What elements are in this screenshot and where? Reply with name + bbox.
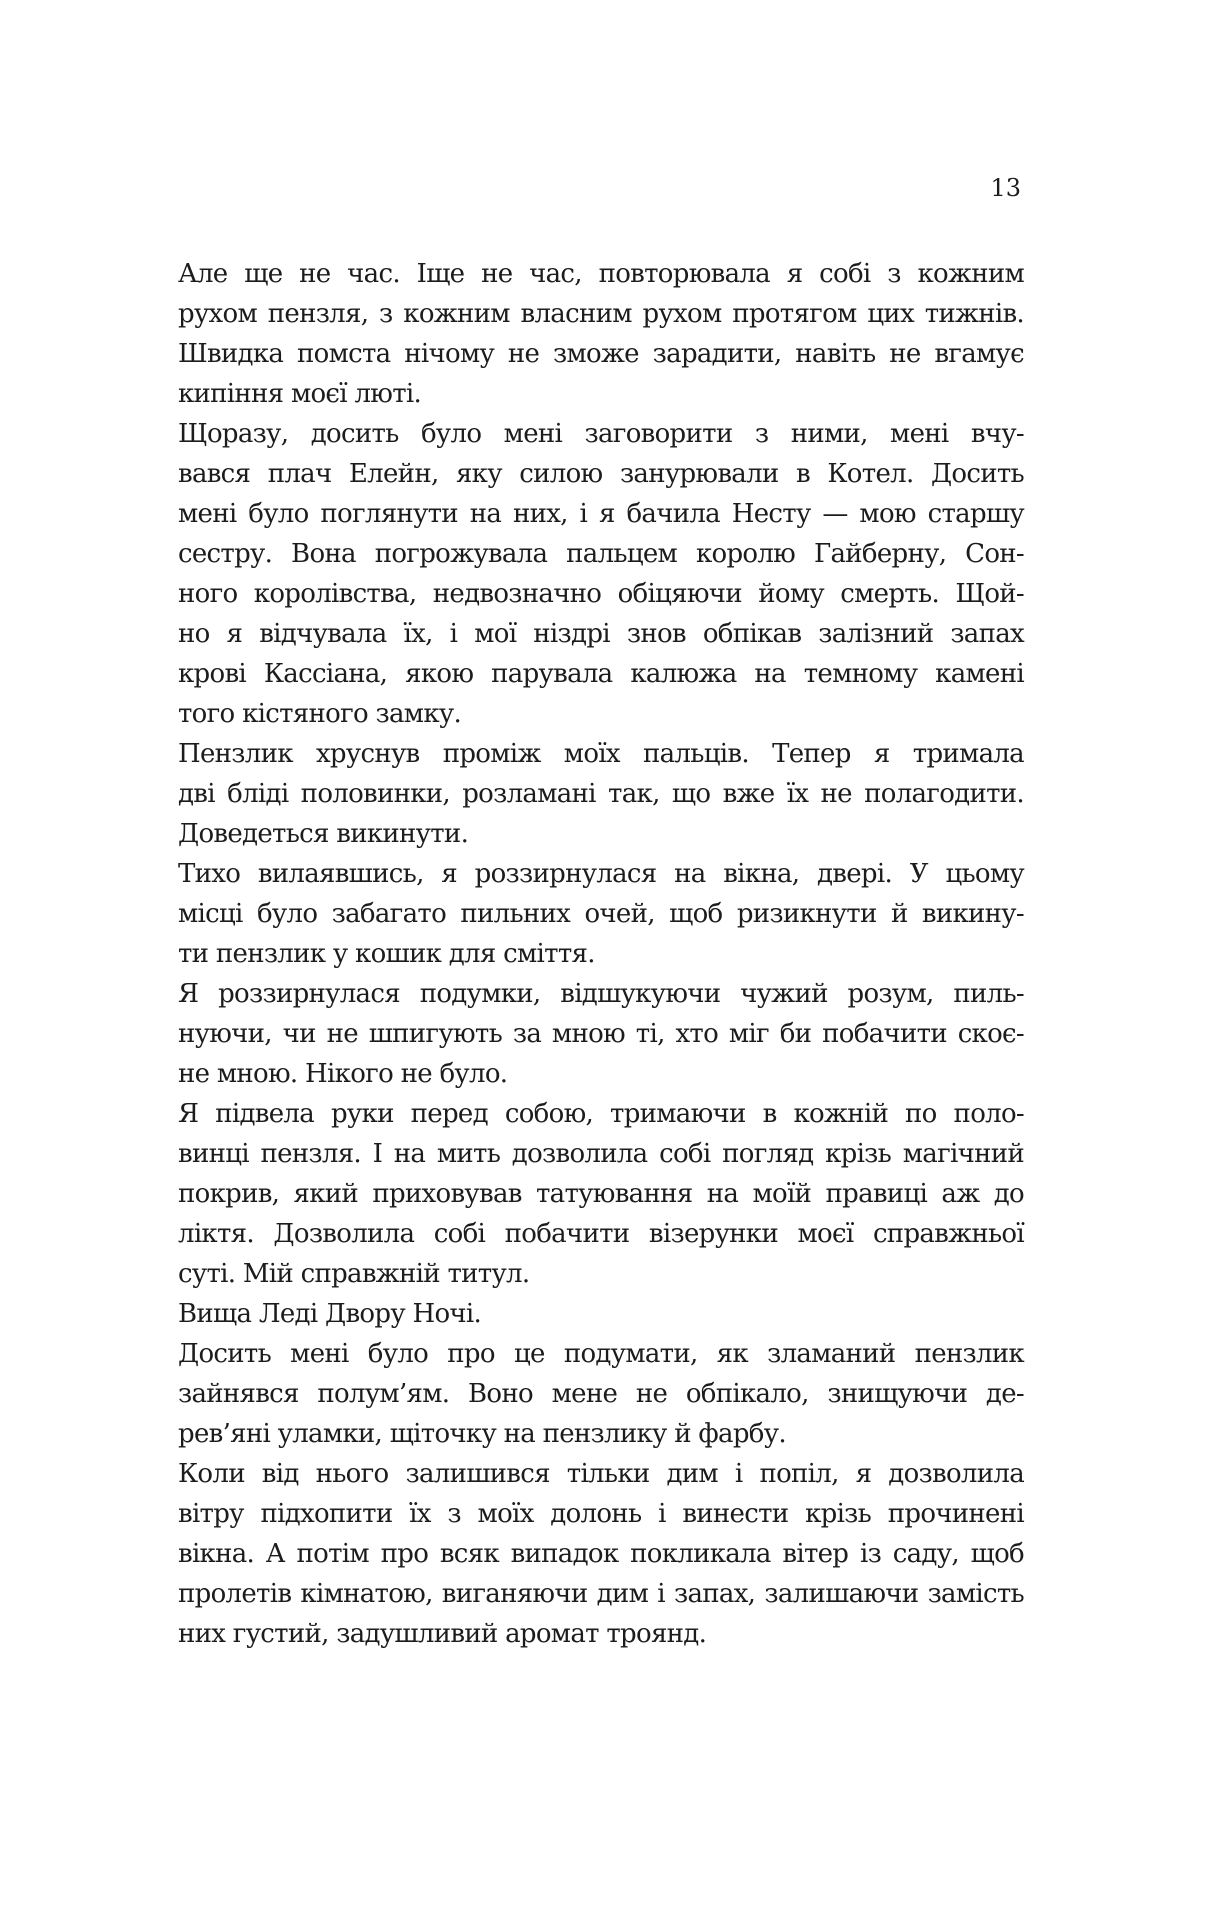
text-line: нуючи, чи не шпигують за мною ті, хто міг би побачити скоє- [178,1019,1024,1049]
text-line: Досить мені було про це подумати, як зламаний пензлик [178,1339,1024,1369]
text-line: сестру. Вона погрожувала пальцем королю Гайберну, Сон- [178,539,1024,569]
text-line: но я відчувала їх, і мої ніздрі знов обпікав залізний запах [178,619,1024,649]
text-line: покрив, який приховував татуювання на моїй правиці аж до [178,1179,1024,1209]
text-line: пролетів кімнатою, виганяючи дим і запах, залишаючи замість [178,1579,1024,1609]
paragraph [178,854,1024,974]
body-text [178,254,1024,1654]
text-line: рухом пензля, з кожним власним рухом протягом цих тижнів. [178,299,1024,329]
text-line: ного королівства, недвозначно обіцяючи йому смерть. Щой- [178,579,1024,609]
text-line: них густий, задушливий аромат троянд. [178,1619,707,1649]
text-line: вався плач Елейн, яку силою занурювали в Котел. Досить [178,459,1024,489]
paragraph [178,1094,1024,1294]
text-line: мені було поглянути на них, і я бачила Несту — мою старшу [178,499,1024,529]
text-line: кипіння моєї люті. [178,379,422,409]
text-line: зайнявся полум’ям. Воно мене не обпікало, знищуючи де- [178,1379,1024,1409]
text-line: ліктя. Дозволила собі побачити візерунки моєї справжньої [178,1219,1024,1249]
text-line: Я роззирнулася подумки, відшукуючи чужий розум, пиль- [178,979,1024,1009]
text-line: крові Кассіана, якою парувала калюжа на темному камені [178,659,1024,689]
text-line: Пензлик хруснув проміж моїх пальців. Тепер я тримала [178,739,1024,769]
page-number: 13 [990,174,1021,202]
text-line: Але ще не час. Іще не час, повторювала я собі з кожним [178,259,1024,289]
text-line: того кістяного замку. [178,699,462,729]
text-line: ти пензлик у кошик для сміття. [178,939,595,969]
text-line: Вища Леді Двору Ночі. [178,1299,482,1329]
paragraph [178,974,1024,1094]
text-line: Доведеться викинути. [178,819,469,849]
text-line: дві бліді половинки, розламані так, що вже їх не полагодити. [178,779,1024,809]
paragraph [178,1454,1024,1654]
text-line: Щоразу, досить було мені заговорити з ними, мені вчу- [178,419,1024,449]
text-line: Я підвела руки перед собою, тримаючи в кожній по поло- [178,1099,1024,1129]
text-line: вітру підхопити їх з моїх долонь і винести крізь прочинені [178,1499,1024,1529]
text-line: місці було забагато пильних очей, щоб ризикнути й викину- [178,899,1024,929]
text-line: вікна. А потім про всяк випадок покликала вітер із саду, щоб [178,1539,1024,1569]
text-line: Коли від нього залишився тільки дим і попіл, я дозволила [178,1459,1024,1489]
text-line: Тихо вилаявшись, я роззирнулася на вікна, двері. У цьому [178,859,1024,889]
text-line: суті. Мій справжній титул. [178,1259,530,1289]
paragraph [178,1294,1024,1334]
text-line: Швидка помста нічому не зможе зарадити, навіть не вгамує [178,339,1024,369]
text-line: не мною. Нікого не було. [178,1059,508,1089]
paragraph [178,414,1024,734]
paragraph [178,734,1024,854]
paragraph [178,1334,1024,1454]
paragraph [178,254,1024,414]
text-line: винці пензля. І на мить дозволила собі погляд крізь магічний [178,1139,1024,1169]
text-line: рев’яні уламки, щіточку на пензлику й фарбу. [178,1419,786,1449]
